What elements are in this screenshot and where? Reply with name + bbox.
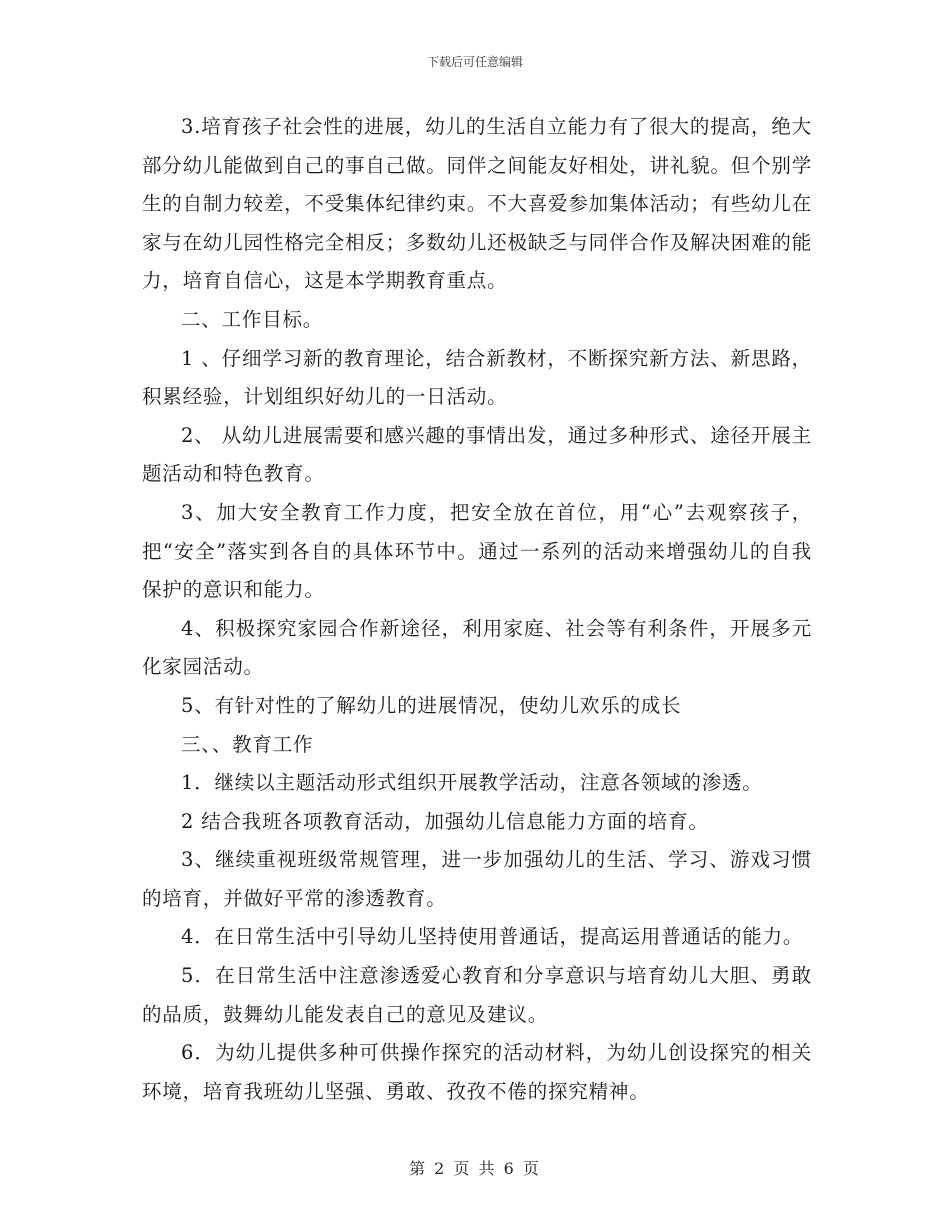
section-heading-goals: 二、工作目标。 [181, 307, 324, 331]
page-number: 第 2 页 共 6 页 [409, 1159, 541, 1178]
education-item-1: 1．继续以主题活动形式组织开展教学活动，注意各领域的渗透。 [181, 771, 763, 795]
section-heading-education: 三、、教育工作 [181, 732, 314, 756]
education-item-2: 2 结合我班各项教育活动，加强幼儿信息能力方面的培育。 [181, 809, 709, 833]
document-body [142, 108, 812, 1111]
education-item-6: 6．为幼儿提供多种可供操作探究的活动材料，为幼儿创设探究的相关环境，培育我班幼儿坚强、勇敢、孜孜不倦的探究精神。 [142, 1041, 812, 1103]
education-item-5: 5．在日常生活中注意渗透爱心教育和分享意识与培育幼儿大胆、勇敢的品质，鼓舞幼儿能发表自己的意见及建议。 [142, 964, 812, 1026]
education-item-3: 3、继续重视班级常规管理，进一步加强幼儿的生活、学习、游戏习惯的培育，并做好平常的渗透教育。 [142, 848, 812, 910]
goal-item-2: 2、 从幼儿进展需要和感兴趣的事情出发，通过多种形式、途径开展主题活动和特色教育。 [142, 423, 812, 486]
goal-item-5: 5、有针对性的了解幼儿的进展情况，使幼儿欢乐的成长 [181, 693, 682, 717]
goal-item-1: 1 、仔细学习新的教育理论，结合新教材，不断探究新方法、新思路，积累经验，计划组织好幼儿的一日活动。 [142, 346, 812, 409]
goal-item-4: 4、积极探究家园合作新途径，利用家庭、社会等有利条件，开展多元化家园活动。 [142, 616, 812, 679]
paragraph-social-development: 3.培育孩子社会性的进展，幼儿的生活自立能力有了很大的提高，绝大部分幼儿能做到自己的事自己做。同伴之间能友好相处，讲礼貌。但个别学生的自制力较差，不受集体纪律约束。不大喜爱参加集体活动；有些幼儿在家与在幼儿园性格完全相反；多数幼儿还极缺乏与同伴合作及解决困难的能力，培育自信心，这是本学期教育重点。 [142, 115, 812, 293]
goal-item-3: 3、加大安全教育工作力度，把安全放在首位，用“心”去观察孩子，把“安全”落实到各自的具体环节中。通过一系列的活动来增强幼儿的自我保护的意识和能力。 [142, 500, 812, 602]
page-header: 下载后可任意编辑 [426, 55, 523, 69]
education-item-4: 4．在日常生活中引导幼儿坚持使用普通话，提高运用普通话的能力。 [181, 925, 804, 949]
